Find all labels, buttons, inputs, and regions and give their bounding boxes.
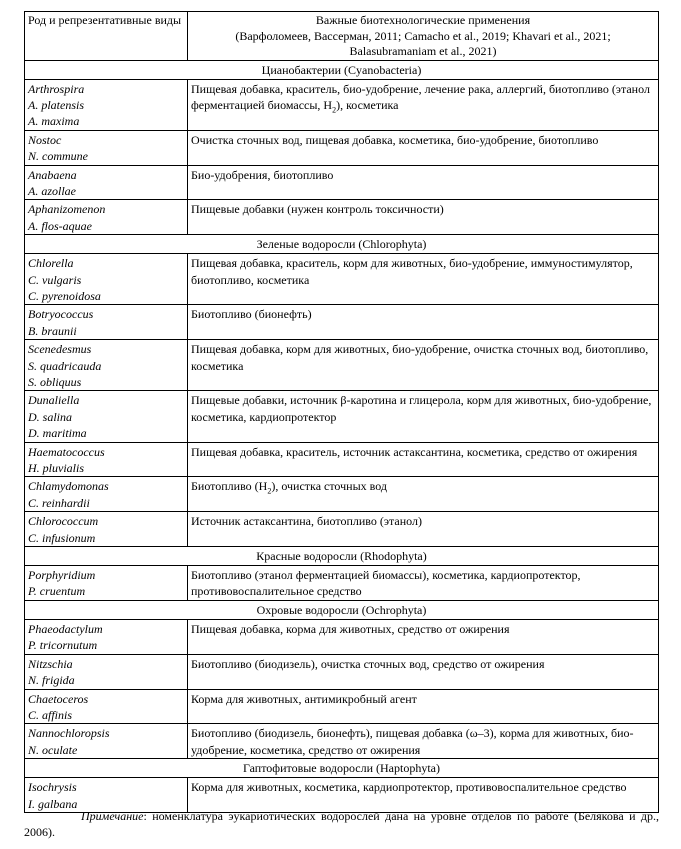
table-row — [25, 340, 659, 391]
subscript: 2 — [332, 105, 337, 115]
table-row — [25, 724, 659, 759]
group-header-row — [25, 547, 659, 566]
species-cell — [25, 654, 188, 689]
genus-name: Chlamydomonas — [28, 479, 109, 494]
group-name: Цианобактерии (Cyanobacteria) — [25, 60, 659, 79]
table-row — [25, 442, 659, 477]
species-name: D. salina — [28, 409, 73, 424]
group-header-row — [25, 60, 659, 79]
note-label: Примечание — [81, 809, 144, 823]
species-name: A. azollae — [28, 183, 76, 198]
table-row — [25, 79, 659, 130]
species-name: A. platensis — [28, 97, 84, 112]
group-header-row — [25, 600, 659, 619]
species-cell — [25, 254, 188, 305]
applications-text: Биотопливо (H — [191, 479, 268, 494]
header-applications-refs: (Варфоломеев, Вассерман, 2011; Camacho et al., 2019; Khavari et al., 2021; Balasubramaniam et al., 2021) — [235, 28, 611, 58]
species-name: N. frigida — [28, 673, 75, 688]
species-cell — [25, 477, 188, 512]
genus-name: Phaeodactylum — [28, 621, 103, 636]
genus-name: Anabaena — [28, 167, 77, 182]
subscript: 2 — [267, 486, 272, 496]
species-cell — [25, 340, 188, 391]
genus-name: Arthrospira — [28, 81, 85, 96]
species-name: I. galbana — [28, 796, 78, 811]
group-name: Зеленые водоросли (Chlorophyta) — [25, 235, 659, 254]
genus-name: Isochrysis — [28, 780, 77, 795]
header-applications — [188, 12, 659, 61]
table-row — [25, 619, 659, 654]
group-name: Охровые водоросли (Ochrophyta) — [25, 600, 659, 619]
genus-name: Nostoc — [28, 132, 62, 147]
table-row — [25, 391, 659, 442]
genus-name: Chlorella — [28, 256, 74, 271]
group-header-row — [25, 235, 659, 254]
genus-name: Scenedesmus — [28, 342, 92, 357]
applications-cell: Пищевые добавки (нужен контроль токсичности) — [188, 200, 659, 235]
applications-cell: Пищевая добавка, корма для животных, средство от ожирения — [188, 619, 659, 654]
table-row — [25, 689, 659, 724]
genus-name: Aphanizomenon — [28, 202, 106, 217]
species-cell — [25, 619, 188, 654]
species-name: P. tricornutum — [28, 638, 98, 653]
group-name: Красные водоросли (Rhodophyta) — [25, 547, 659, 566]
table-row — [25, 566, 659, 601]
applications-cell: Корма для животных, антимикробный агент — [188, 689, 659, 724]
applications-cell: Корма для животных, косметика, кардиопротектор, противовоспалительное средство — [188, 778, 659, 813]
species-name: A. flos-aquae — [28, 218, 92, 233]
applications-cell: Биотопливо (биодизель, бионефть), пищевая добавка (ω–3), корма для животных, био-удобрение, косметика, средство от ожирения — [188, 724, 659, 759]
species-name: C. vulgaris — [28, 272, 82, 287]
species-cell — [25, 130, 188, 165]
genus-name: Nitzschia — [28, 656, 73, 671]
table-row — [25, 477, 659, 512]
species-cell — [25, 512, 188, 547]
applications-cell: Пищевые добавки, источник β-каротина и глицерола, корм для животных, био-удобрение, косметика, кардиопротектор — [188, 391, 659, 442]
genus-name: Chlorococcum — [28, 514, 99, 529]
header-applications-title: Важные биотехнологические применения — [315, 13, 531, 27]
algae-applications-table — [24, 11, 659, 813]
applications-text: Пищевая добавка, краситель, био-удобрение, лечение рака, аллергий, биотопливо (этанол ферментацией биомассы, H — [191, 81, 650, 112]
species-name: P. cruentum — [28, 584, 86, 599]
applications-cell: Пищевая добавка, краситель, корм для животных, био-удобрение, иммуностимулятор, биотопливо, косметика — [188, 254, 659, 305]
applications-cell: Пищевая добавка, краситель, источник астаксантина, косметика, средство от ожирения — [188, 442, 659, 477]
species-cell — [25, 724, 188, 759]
note-text: : номенклатура эукариотических водорослей дана на уровне отделов по работе (Белякова и др., 2006). — [24, 809, 659, 839]
species-name: C. reinhardii — [28, 495, 90, 510]
species-name: C. infusionum — [28, 530, 96, 545]
applications-cell — [188, 79, 659, 130]
genus-name: Haematococcus — [28, 444, 105, 459]
species-name: C. pyrenoidosa — [28, 288, 101, 303]
genus-name: Dunaliella — [28, 393, 80, 408]
applications-cell: Био-удобрения, биотопливо — [188, 165, 659, 200]
genus-name: Nannochloropsis — [28, 726, 110, 741]
applications-text-tail: ), косметика — [336, 97, 399, 112]
header-row — [25, 12, 659, 61]
species-name: A. maxima — [28, 114, 80, 129]
species-name: D. maritima — [28, 426, 87, 441]
species-cell — [25, 165, 188, 200]
table-note — [24, 808, 659, 840]
species-name: C. affinis — [28, 707, 73, 722]
applications-cell — [188, 477, 659, 512]
species-cell — [25, 566, 188, 601]
genus-name: Botryococcus — [28, 307, 94, 322]
group-header-row — [25, 759, 659, 778]
table-row — [25, 305, 659, 340]
applications-cell: Пищевая добавка, корм для животных, био-удобрение, очистка сточных вод, биотопливо, косметика — [188, 340, 659, 391]
header-genus-species: Род и репрезентативные виды — [25, 12, 188, 61]
species-name: S. quadricauda — [28, 358, 102, 373]
applications-text-tail: ), очистка сточных вод — [271, 479, 387, 494]
table-row — [25, 654, 659, 689]
genus-name: Porphyridium — [28, 568, 96, 583]
species-cell — [25, 200, 188, 235]
species-name: B. braunii — [28, 323, 77, 338]
group-name: Гаптофитовые водоросли (Haptophyta) — [25, 759, 659, 778]
table-row — [25, 165, 659, 200]
species-cell — [25, 689, 188, 724]
applications-cell: Биотопливо (бионефть) — [188, 305, 659, 340]
table-row — [25, 254, 659, 305]
species-cell — [25, 442, 188, 477]
species-name: N. oculate — [28, 742, 78, 757]
applications-cell: Источник астаксантина, биотопливо (этанол) — [188, 512, 659, 547]
table-body — [25, 12, 659, 813]
species-cell — [25, 305, 188, 340]
table-row — [25, 200, 659, 235]
species-cell — [25, 391, 188, 442]
species-name: N. commune — [28, 149, 88, 164]
applications-cell: Очистка сточных вод, пищевая добавка, косметика, био-удобрение, биотопливо — [188, 130, 659, 165]
species-name: S. obliquus — [28, 375, 82, 389]
species-name: H. pluvialis — [28, 461, 84, 476]
genus-name: Chaetoceros — [28, 691, 89, 706]
table-row — [25, 130, 659, 165]
table-row — [25, 512, 659, 547]
applications-cell: Биотопливо (биодизель), очистка сточных вод, средство от ожирения — [188, 654, 659, 689]
species-cell — [25, 79, 188, 130]
applications-cell: Биотопливо (этанол ферментацией биомассы), косметика, кардиопротектор, противовоспалительное средство — [188, 566, 659, 601]
